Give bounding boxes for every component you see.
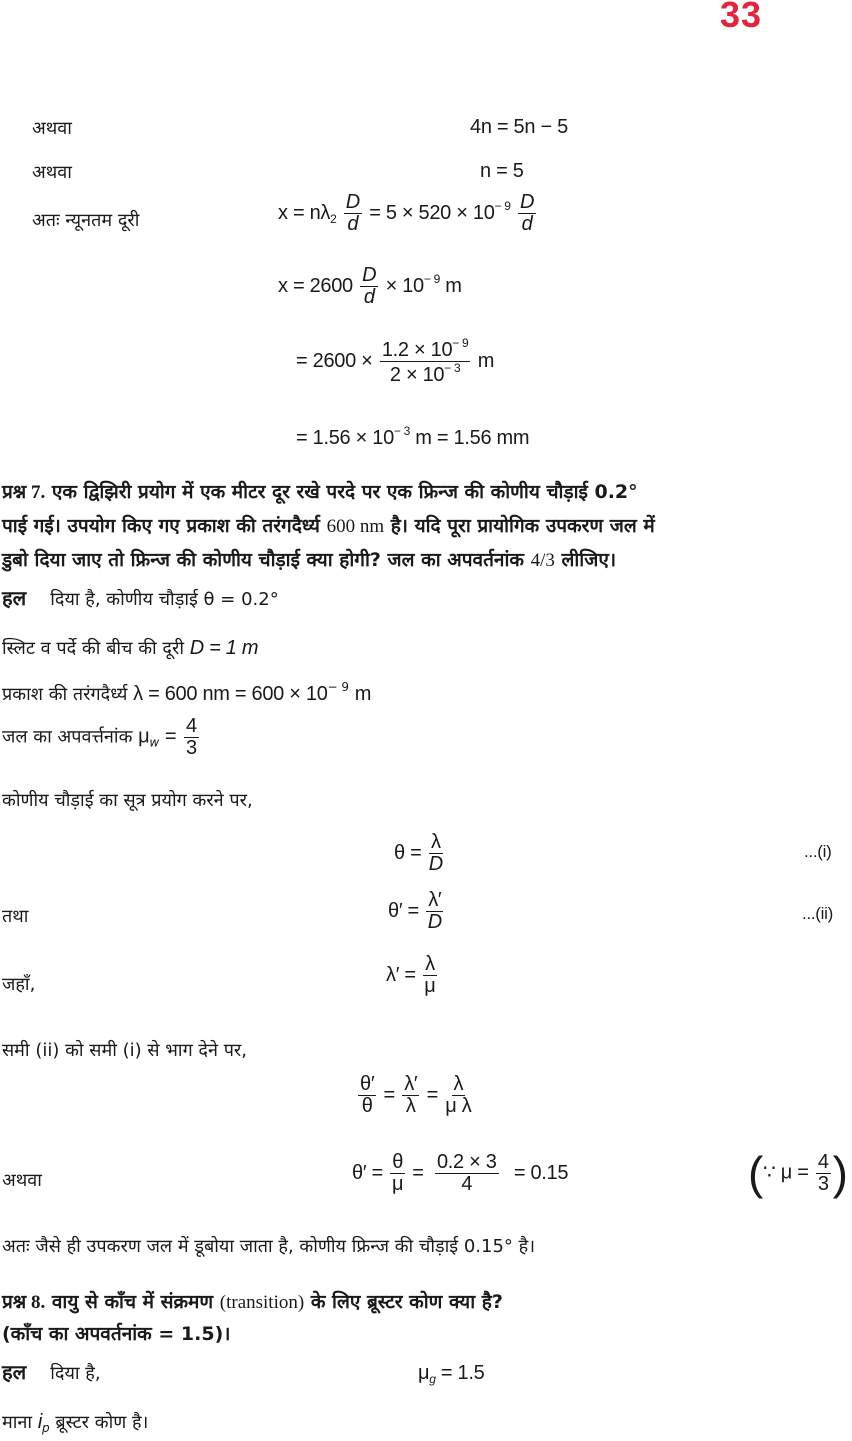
question-8-line-2: (काँच का अपवर्तनांक = 1.5)।	[2, 1323, 231, 1345]
eq-part: 2 × 10	[389, 364, 445, 386]
solution-given	[2, 584, 279, 611]
eq-exp: − 3	[393, 424, 411, 438]
frac-num	[380, 337, 471, 362]
fraction	[380, 337, 471, 386]
fraction	[184, 716, 199, 759]
given-text: स्लिट व पर्दे की बीच की दूरी	[2, 638, 190, 659]
solution-label: हल	[2, 1360, 27, 1384]
frac-num: D	[362, 264, 377, 286]
fraction	[390, 1152, 405, 1195]
fraction	[344, 192, 362, 235]
frac-num: λ	[430, 831, 441, 853]
frac-num: λ′	[404, 1073, 418, 1095]
eq-exp: − 9	[452, 336, 469, 350]
refractive-index-line: जल का अपवर्त्तनांक $\mu_w$ = $\frac{4}{3}$	[2, 715, 197, 759]
question-8-line-1	[2, 1288, 503, 1314]
eq-sub: w	[149, 735, 160, 750]
given-text: जल का अपवर्त्तनांक	[2, 726, 139, 748]
frac-num: D	[345, 191, 360, 213]
frac-num: θ′	[360, 1073, 375, 1095]
frac-den: d	[347, 213, 359, 235]
fraction	[816, 1152, 831, 1195]
equation: D = 1 m	[189, 637, 259, 659]
let-line	[2, 1410, 148, 1435]
equation-ratio: $\frac{\theta'}{\theta}$ = $\frac{\lambda'}{\lambda}$ = $\frac{\lambda}{\text{μ λ}}$	[360, 1073, 472, 1117]
frac-den: μ	[391, 1173, 404, 1195]
fraction	[402, 1074, 419, 1117]
question-7-line-2	[2, 512, 655, 538]
solution-8-given	[2, 1358, 101, 1385]
text-label: जहाँ,	[2, 974, 36, 995]
frac-num: 0.2 × 3	[436, 1151, 497, 1173]
conclusion-text: अतः जैसे ही उपकरण जल में डूबोया जाता है, कोणीय फ्रिन्ज की चौड़ाई 0.15° है।	[2, 1236, 536, 1257]
question-7-line-3	[2, 546, 616, 572]
question-text: है। यदि पूरा प्रायोगिक उपकरण जल में	[384, 515, 655, 537]
eq-part: θ =	[394, 841, 422, 864]
question-latin: (transition)	[219, 1292, 305, 1313]
equation-i	[394, 832, 445, 875]
eq-part: θ′ =	[352, 1161, 383, 1184]
equation-mu-g	[418, 1362, 484, 1386]
equation-ii	[388, 890, 445, 933]
fraction	[358, 1074, 376, 1117]
eq-part: μ	[418, 1362, 430, 1384]
equation-x1	[278, 192, 538, 235]
fraction	[360, 265, 378, 308]
frac-den: θ	[361, 1095, 373, 1117]
equation-x2	[278, 265, 462, 308]
text-label: अतः न्यूनतम दूरी	[32, 210, 140, 231]
eq-part: ∵ μ =	[763, 1161, 809, 1184]
eq-part: × 10	[385, 274, 424, 297]
eq-part: i	[37, 1411, 42, 1433]
fraction	[429, 832, 443, 875]
divide-text: समी (ii) को समी (i) से भाग देने पर,	[2, 1040, 248, 1061]
text-label: तथा	[2, 906, 29, 927]
equation-result: θ′ = $\frac{\theta}{\mu}$ = $\frac{0.2 \times 3}{4}$ = 0.15	[352, 1151, 569, 1195]
equation-tag: ...(ii)	[802, 904, 833, 923]
frac-den: λ	[405, 1095, 416, 1117]
eq-exp: − 9	[327, 680, 350, 694]
eq-sub: 2	[330, 211, 337, 226]
frac-num: θ	[392, 1151, 404, 1173]
eq-part: m = 1.56 mm	[415, 427, 530, 449]
note-bracket: (∵ μ = $\frac{4}{3}$ )	[748, 1147, 848, 1199]
frac-den: 4	[461, 1173, 473, 1195]
frac-num: 4	[186, 715, 197, 737]
given-text: दिया है,	[50, 1363, 101, 1384]
fraction	[445, 1074, 471, 1117]
page-number: 33	[720, 0, 763, 35]
equation-x4	[296, 424, 529, 450]
question-text: पाई गई। उपयोग किए गए प्रकाश की तरंगदैर्ध्य	[2, 515, 327, 537]
equation-lambda-prime	[386, 954, 439, 997]
frac-num: λ	[425, 953, 435, 975]
equation: n = 5	[480, 160, 524, 182]
frac-den: 3	[186, 737, 197, 759]
eq-part: μ	[138, 725, 150, 748]
fraction	[426, 890, 443, 933]
frac-den: D	[428, 853, 443, 875]
frac-den: d	[363, 286, 375, 308]
eq-part: = 1.5	[440, 1362, 485, 1384]
given-text: ब्रूस्टर कोण है।	[49, 1412, 149, 1433]
frac-den: μ λ	[445, 1095, 472, 1117]
question-text: के लिए ब्रूस्टर कोण क्या है?	[304, 1291, 503, 1313]
formula-intro: कोणीय चौड़ाई का सूत्र प्रयोग करने पर,	[2, 790, 253, 811]
frac-den	[390, 362, 461, 386]
eq-part: x = nλ	[278, 201, 331, 224]
eq-part: = 2600 ×	[296, 349, 373, 372]
question-label: प्रश्न 8.	[2, 1292, 46, 1313]
eq-part: = 5 × 520 × 10	[369, 201, 495, 224]
equation-tag: ...(i)	[804, 842, 832, 861]
question-value: 4/3	[530, 550, 555, 571]
frac-den: d	[521, 213, 533, 235]
eq-unit: m	[445, 274, 462, 297]
eq-sub: p	[41, 1421, 50, 1435]
eq-result: = 0.15	[513, 1161, 569, 1184]
equation: 4n = 5n − 5	[470, 116, 568, 138]
question-label: प्रश्न 7.	[2, 482, 46, 503]
question-7-line-1	[2, 478, 638, 504]
equation-x3	[296, 337, 494, 386]
given-text: माना	[2, 1412, 38, 1433]
eq-part: x = 2600	[278, 274, 353, 297]
eq-exp: − 3	[444, 361, 461, 375]
eq-part: θ′ =	[388, 899, 419, 922]
frac-den: 3	[817, 1172, 829, 1195]
distance-line	[2, 636, 258, 660]
fraction	[518, 192, 536, 235]
eq-exp: − 9	[494, 198, 511, 213]
question-text: वायु से काँच में संक्रमण	[45, 1291, 220, 1313]
frac-den: μ	[424, 975, 436, 997]
text-label: अथवा	[32, 118, 72, 139]
given-text: प्रकाश की तरंगदैर्ध्य	[2, 684, 134, 705]
frac-den: D	[427, 911, 442, 933]
eq-unit: m	[354, 683, 372, 705]
eq-part: λ′ =	[386, 963, 416, 986]
eq-part: 1.2 × 10	[381, 339, 453, 361]
eq-sub: g	[429, 1372, 436, 1386]
eq-part: = 1.56 × 10	[296, 427, 394, 449]
eq-unit: m	[477, 349, 495, 372]
question-text: डुबो दिया जाए तो फ्रिन्ज की कोणीय चौड़ाई क्या होगी? जल का अपवर्तनांक	[2, 549, 531, 571]
question-unit: 600 nm	[326, 516, 385, 537]
text-label: अथवा	[32, 162, 72, 183]
wavelength-line	[2, 680, 371, 706]
fraction	[423, 954, 437, 997]
text-label: अथवा	[2, 1170, 42, 1191]
eq-exp: − 9	[423, 271, 440, 286]
frac-num: 4	[817, 1150, 829, 1173]
frac-num: D	[519, 191, 535, 213]
given-text: दिया है, कोणीय चौड़ाई θ = 0.2°	[50, 589, 279, 610]
solution-label: हल	[2, 586, 27, 610]
equation: λ = 600 nm = 600 × 10	[133, 683, 328, 705]
question-text: लीजिए।	[554, 549, 617, 571]
question-text: एक द्विझिरी प्रयोग में एक मीटर दूर रखे परदे पर एक फ्रिन्ज की कोणीय चौड़ाई 0.2°	[51, 481, 638, 503]
fraction	[435, 1152, 499, 1195]
frac-num: λ	[453, 1073, 464, 1095]
frac-num: λ′	[428, 889, 442, 911]
